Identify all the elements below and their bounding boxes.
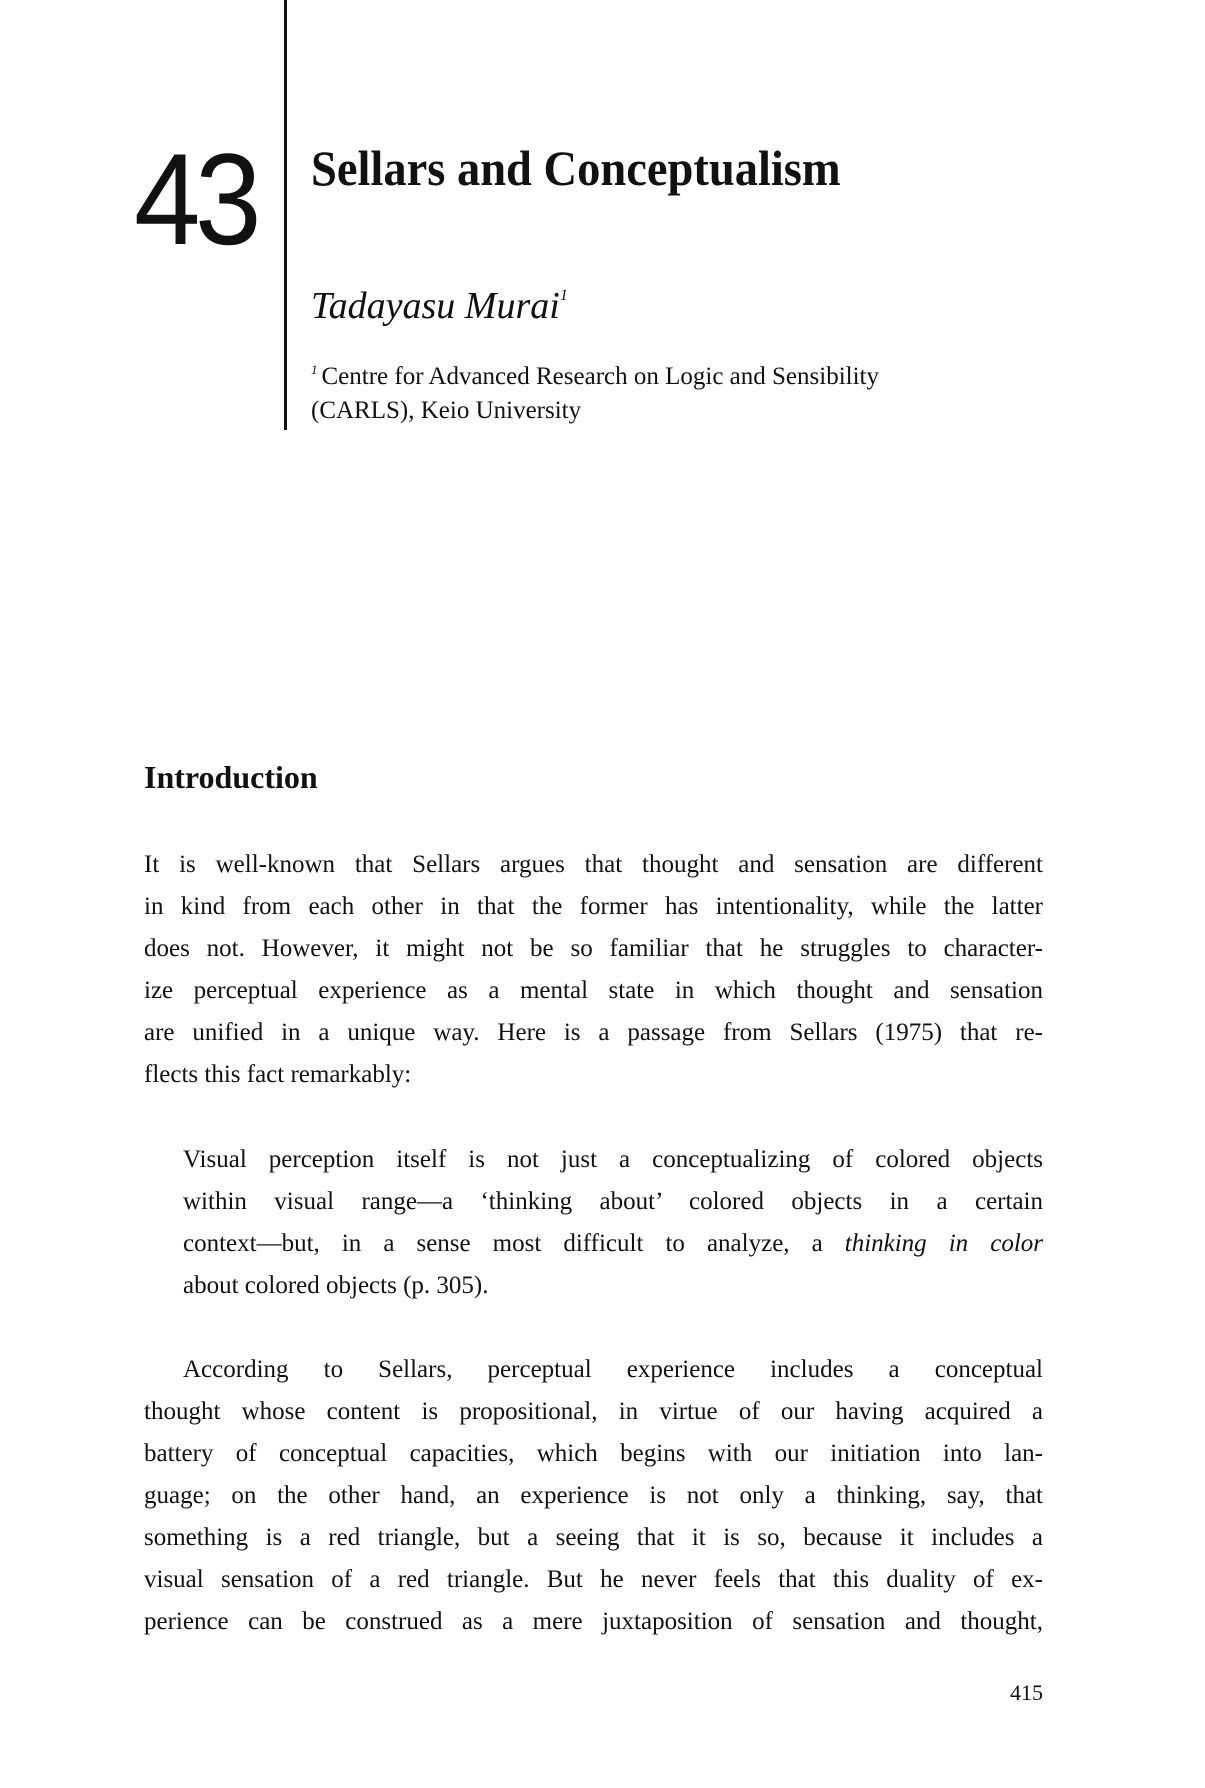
affiliation-mark: 1 (311, 362, 318, 377)
text-line: battery of conceptual capacities, which begins with our initiation into lan- (144, 1440, 1043, 1467)
text-line: in kind from each other in that the former has intentionality, while the latter (144, 893, 1043, 920)
text-line: ize perceptual experience as a mental state in which thought and sensation (144, 977, 1043, 1004)
chapter-title: Sellars and Conceptualism (311, 140, 841, 196)
author-name (311, 273, 568, 329)
section-heading: Introduction (144, 759, 318, 795)
quote-line: within visual range—a ‘thinking about’ colored objects in a certain (183, 1188, 1043, 1215)
text-line: does not. However, it might not be so familiar that he struggles to character- (144, 935, 1043, 962)
paragraph-1 (144, 844, 1043, 1096)
text-line: flects this fact remarkably: (144, 1061, 412, 1088)
quote-text: context—but, in a sense most difficult to analyze, a (183, 1230, 845, 1257)
chapter-divider-line (284, 0, 287, 430)
text-line: are unified in a unique way. Here is a passage from Sellars (1975) that re- (144, 1019, 1043, 1046)
text-line: perience can be construed as a mere juxtaposition of sensation and thought, (144, 1608, 1043, 1635)
quote-line: about colored objects (p. 305). (183, 1272, 489, 1299)
author-text: Tadayasu Murai (311, 285, 560, 327)
text-line: something is a red triangle, but a seeing that it is so, because it includes a (144, 1524, 1043, 1551)
chapter-number: 43 (134, 126, 257, 272)
page-number: 415 (1010, 1680, 1043, 1705)
quote-emphasis: thinking in color (844, 1230, 1043, 1257)
block-quote (183, 1139, 1043, 1307)
text-line: According to Sellars, perceptual experience includes a conceptual (183, 1356, 1043, 1383)
quote-line (183, 1223, 1043, 1265)
author-footnote-mark: 1 (559, 287, 568, 304)
text-line: It is well-known that Sellars argues that thought and sensation are different (144, 851, 1043, 878)
quote-line: Visual perception itself is not just a conceptualizing of colored objects (183, 1146, 1043, 1173)
text-line: visual sensation of a red triangle. But he never feels that this duality of ex- (144, 1566, 1043, 1593)
paragraph-2 (144, 1349, 1043, 1643)
text-line: thought whose content is propositional, in virtue of our having acquired a (144, 1398, 1043, 1425)
text-line: guage; on the other hand, an experience is not only a thinking, say, that (144, 1482, 1043, 1509)
affiliation-line: (CARLS), Keio University (311, 397, 582, 424)
affiliation-line: Centre for Advanced Research on Logic and Sensibility (321, 363, 879, 390)
affiliation (311, 353, 879, 428)
